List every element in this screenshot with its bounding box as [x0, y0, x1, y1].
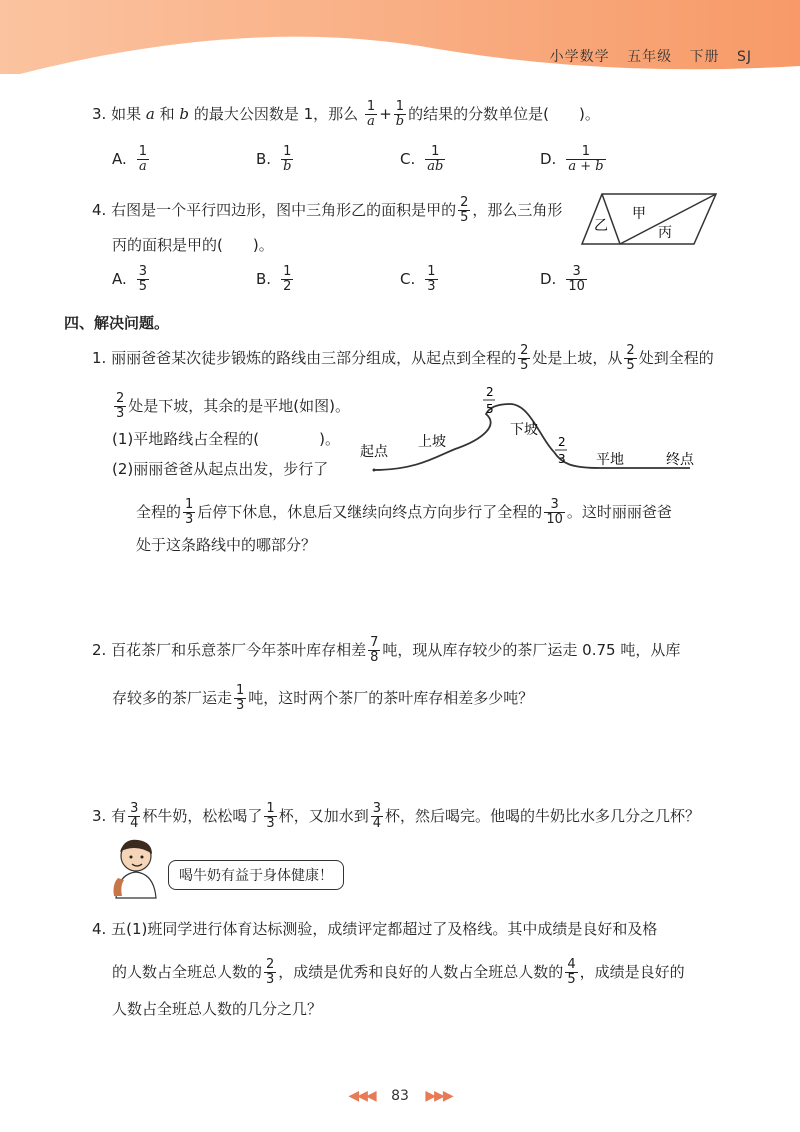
- p4-line2: 的人数占全班总人数的 $\frac{2}{3}$ ，成绩是优秀和良好的人数占全班总人数的 $\frac{4}{5}$ ，成绩是良好的: [112, 957, 685, 987]
- p1-sub2: (2)丽丽爸爸从起点出发，步行了: [112, 460, 329, 478]
- header-edition: SJ: [736, 49, 752, 65]
- fraction: $\frac{3}{4}$: [130, 801, 139, 831]
- prev-arrows: ◀◀◀: [348, 1088, 375, 1104]
- q4-number: 4.: [92, 201, 107, 219]
- p1-line3: 全程的 $\frac{1}{3}$ 后停下休息，休息后又继续向终点方向步行了全程的 $\frac{3}{10}$ 。这时丽丽爸爸: [136, 497, 672, 527]
- fraction: $\frac{1}{b}$: [395, 99, 405, 129]
- label-jia: 甲: [632, 206, 646, 222]
- label-end: 终点: [666, 452, 694, 468]
- label-flat: 平地: [596, 452, 624, 468]
- fraction: $\frac{2}{3}$: [266, 957, 275, 987]
- q3-number: 3.: [92, 105, 107, 123]
- q4-option-c[interactable]: C. $\frac{1}{3}$: [400, 264, 436, 294]
- frac-a-num: 2: [486, 385, 494, 399]
- q3-option-a[interactable]: A. $\frac{1}{a}$: [112, 144, 148, 174]
- fraction: $\frac{1}{a}$: [366, 99, 376, 129]
- header-term: 下册: [689, 49, 720, 65]
- fraction: $\frac{3}{10}$: [546, 497, 563, 527]
- page-footer: [0, 1088, 800, 1104]
- fraction: $\frac{1}{3}$: [185, 497, 194, 527]
- q3-text: 3. 如果 a 和 b 的最大公因数是 1，那么 $\frac{1}{a}$ + $\frac{1}{b}$ 的结果的分数单位是( )。: [92, 99, 600, 129]
- next-arrows: ▶▶▶: [425, 1088, 452, 1104]
- frac-b-num: 2: [558, 435, 566, 449]
- fraction: $\frac{2}{5}$: [626, 343, 635, 373]
- header-subject: 小学数学: [549, 49, 610, 65]
- label-yi: 乙: [594, 218, 608, 234]
- p1-line2: $\frac{2}{3}$ 处是下坡，其余的是平地(如图)。: [116, 391, 350, 421]
- page-number: 83: [391, 1088, 409, 1104]
- fraction: $\frac{2}{5}$: [460, 195, 469, 225]
- p1-sub1: (1)平地路线占全程的( )。: [112, 430, 340, 448]
- q4-option-a[interactable]: A. $\frac{3}{5}$: [112, 264, 148, 294]
- q4-option-b[interactable]: B. $\frac{1}{2}$: [256, 264, 292, 294]
- boy-illustration: [104, 836, 168, 900]
- p2-number: 2.: [92, 641, 107, 659]
- frac-a-den: 5: [486, 402, 494, 416]
- frac-b-den: 3: [558, 452, 566, 466]
- header-band: [0, 0, 800, 80]
- q4-text: 4. 右图是一个平行四边形，图中三角形乙的面积是甲的 $\frac{2}{5}$ ，那么三角形: [92, 195, 563, 225]
- q4-text-line2: 丙的面积是甲的( )。: [112, 236, 274, 254]
- p4-line3: 人数占全班总人数的几分之几？: [112, 1000, 323, 1018]
- p4-number: 4.: [92, 920, 107, 938]
- section-title: 四、解决问题。: [64, 314, 170, 332]
- header-grade: 五年级: [627, 49, 673, 65]
- fraction: $\frac{1}{3}$: [266, 801, 275, 831]
- speech-bubble: 喝牛奶有益于身体健康！: [168, 860, 344, 890]
- q4-option-d[interactable]: D. $\frac{3}{10}$: [540, 264, 585, 294]
- fraction: $\frac{2}{5}$: [520, 343, 529, 373]
- fraction: $\frac{3}{4}$: [372, 801, 381, 831]
- fraction: $\frac{4}{5}$: [567, 957, 576, 987]
- p4-line1: 4. 五(1)班同学进行体育达标测验，成绩评定都超过了及格线。其中成绩是良好和及格: [92, 920, 658, 938]
- p3-line1: 3. 有 $\frac{3}{4}$ 杯牛奶，松松喝了 $\frac{1}{3}$ 杯，又加水到 $\frac{3}{4}$ 杯，然后喝完。他喝的牛奶比水多几分之几杯？: [92, 801, 700, 831]
- p2-line1: 2. 百花茶厂和乐意茶厂今年茶叶库存相差 $\frac{7}{8}$ 吨，现从库存较少的茶厂运走 0.75 吨，从库: [92, 635, 681, 665]
- q3-option-d[interactable]: D. $\frac{1}{a + b}$: [540, 144, 604, 174]
- p3-number: 3.: [92, 807, 107, 825]
- p1-line4: 处于这条路线中的哪部分？: [136, 536, 317, 554]
- p2-line2: 存较多的茶厂运走 $\frac{1}{3}$ 吨，这时两个茶厂的茶叶库存相差多少吨？: [112, 683, 534, 713]
- label-uphill: 上坡: [418, 434, 446, 450]
- fraction: $\frac{1}{3}$: [236, 683, 245, 713]
- route-diagram: [350, 384, 720, 480]
- q3-option-b[interactable]: B. $\frac{1}{b}$: [256, 144, 292, 174]
- fraction: $\frac{2}{3}$: [116, 391, 125, 421]
- p1-line1: 1. 丽丽爸爸某次徒步锻炼的路线由三部分组成，从起点到全程的 $\frac{2}{5}$ 处是上坡，从 $\frac{2}{5}$ 处到全程的: [92, 343, 714, 373]
- label-start: 起点: [360, 444, 388, 460]
- q3-option-c[interactable]: C. $\frac{1}{ab}$: [400, 144, 444, 174]
- header-text: [538, 46, 752, 66]
- fraction: $\frac{7}{8}$: [370, 635, 379, 665]
- parallelogram-figure: [580, 186, 720, 250]
- label-bing: 丙: [658, 225, 672, 241]
- label-downhill: 下坡: [510, 422, 538, 438]
- p1-number: 1.: [92, 349, 107, 367]
